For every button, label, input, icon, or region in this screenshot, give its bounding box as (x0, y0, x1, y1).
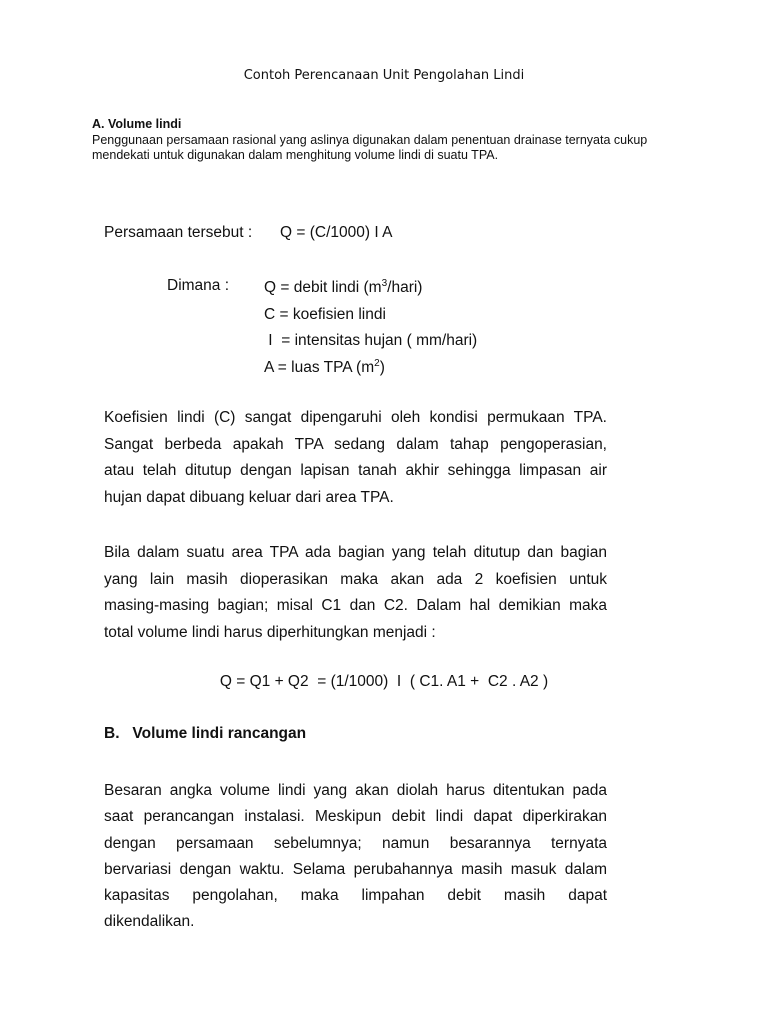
where-item (264, 275, 477, 302)
where-item-after: ) (379, 358, 385, 376)
where-item-sup: 3 (381, 277, 388, 289)
paragraph-rancangan (104, 778, 607, 936)
paragraph-area (104, 540, 607, 646)
paragraph-line: Bila dalam suatu area TPA ada bagian yang telah ditutup dan bagian (104, 544, 607, 561)
where-item-text: C = koefisien lindi (264, 305, 386, 323)
section-b-heading: B. Volume lindi rancangan (104, 725, 307, 742)
where-item (264, 355, 477, 382)
where-item-text: A = luas TPA (m (264, 358, 375, 376)
paragraph-line: masing-masing bagian; misal C1 dan C2. Dalam hal demikian maka (104, 597, 607, 614)
where-item-sup: 2 (374, 357, 380, 369)
paragraph-line: saat perancangan instalasi. Meskipun debit lindi dapat diperkirakan (104, 808, 607, 826)
section-a-heading: A. Volume lindi (92, 117, 182, 131)
section-a-intro: Penggunaan persamaan rasional yang aslinya digunakan dalam penentuan drainase ternyata cukup mendekati untuk digunakan dalam menghitung volume lindi di suatu TPA. (92, 133, 648, 162)
paragraph-koefisien (104, 405, 607, 511)
equation-label: Persamaan tersebut : (104, 224, 253, 241)
paragraph-line: total volume lindi harus diperhitungkan menjadi : (104, 623, 436, 641)
where-item-text: I = intensitas hujan ( mm/hari) (264, 332, 478, 349)
equation-line (104, 224, 393, 242)
paragraph-line: hujan dapat dibuang keluar dari area TPA. (104, 488, 394, 506)
where-label: Dimana : (167, 277, 230, 294)
page-title: Contoh Perencanaan Unit Pengolahan Lindi (243, 68, 525, 83)
paragraph-line: yang lain masih dioperasikan maka akan ada 2 koefisien untuk (104, 570, 607, 588)
paragraph-line: Koefisien lindi (C) sangat dipengaruhi oleh kondisi permukaan TPA. (104, 409, 607, 426)
paragraph-line: dikendalikan. (104, 913, 195, 931)
formula-total: Q = Q1 + Q2 = (1/1000) I ( C1. A1 + C2 . A2 ) (219, 673, 549, 690)
where-item (264, 328, 477, 355)
where-item-text: Q = debit lindi (m (264, 279, 382, 296)
where-list (264, 275, 477, 381)
paragraph-line: Sangat berbeda apakah TPA sedang dalam tahap pengoperasian, (104, 435, 607, 453)
paragraph-line: dengan persamaan sebelumnya; namun besarannya ternyata (104, 834, 607, 852)
paragraph-line: kapasitas pengolahan, maka limpahan debit masih dapat (104, 887, 607, 905)
paragraph-line: atau telah ditutup dengan lapisan tanah akhir sehingga limpasan air (104, 462, 607, 479)
equation-formula: Q = (C/1000) I A (280, 224, 393, 241)
where-item-after: /hari) (387, 279, 423, 296)
paragraph-line: Besaran angka volume lindi yang akan diolah harus ditentukan pada (104, 782, 607, 799)
where-item (264, 302, 477, 329)
paragraph-line: bervariasi dengan waktu. Selama perubahannya masih masuk dalam (104, 860, 607, 878)
